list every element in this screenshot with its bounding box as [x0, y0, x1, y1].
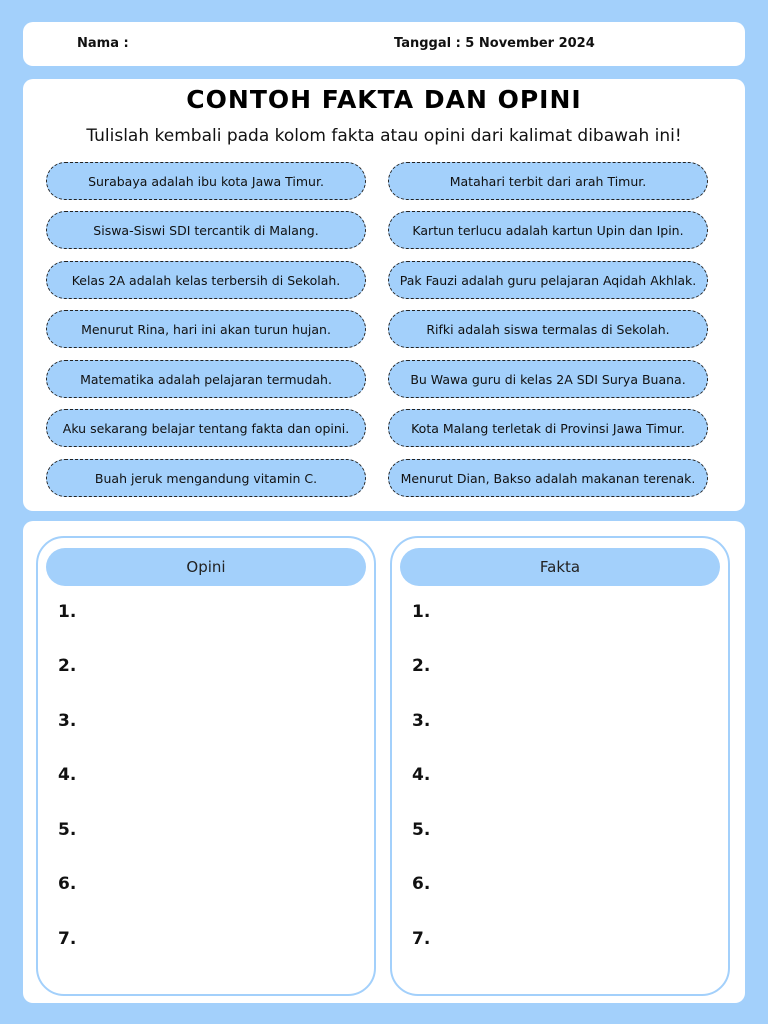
answer-number: 6. — [412, 874, 431, 894]
opini-column — [36, 536, 376, 996]
answer-number: 4. — [58, 765, 77, 785]
statement-pill: Menurut Rina, hari ini akan turun hujan. — [46, 310, 366, 348]
answer-number: 1. — [58, 602, 77, 622]
fakta-header: Fakta — [400, 548, 720, 586]
statement-pill: Buah jeruk mengandung vitamin C. — [46, 459, 366, 497]
statement-pill: Aku sekarang belajar tentang fakta dan opini. — [46, 409, 366, 447]
answer-number: 3. — [58, 711, 77, 731]
answer-number: 3. — [412, 711, 431, 731]
statement-pill: Surabaya adalah ibu kota Jawa Timur. — [46, 162, 366, 200]
statement-pill: Kota Malang terletak di Provinsi Jawa Timur. — [388, 409, 708, 447]
answer-number: 7. — [58, 929, 77, 949]
answers-card — [23, 521, 745, 1003]
statement-pill: Pak Fauzi adalah guru pelajaran Aqidah Akhlak. — [388, 261, 708, 299]
name-label: Nama : — [77, 36, 129, 51]
statement-pill: Matahari terbit dari arah Timur. — [388, 162, 708, 200]
statement-pill: Kelas 2A adalah kelas terbersih di Sekolah. — [46, 261, 366, 299]
statement-pill: Bu Wawa guru di kelas 2A SDI Surya Buana. — [388, 360, 708, 398]
answer-number: 5. — [412, 820, 431, 840]
answer-number: 5. — [58, 820, 77, 840]
worksheet-instruction: Tulislah kembali pada kolom fakta atau opini dari kalimat dibawah ini! — [86, 126, 682, 146]
answer-number: 7. — [412, 929, 431, 949]
date-label: Tanggal : 5 November 2024 — [394, 36, 595, 51]
answer-number: 6. — [58, 874, 77, 894]
statement-pill: Rifki adalah siswa termalas di Sekolah. — [388, 310, 708, 348]
worksheet-title: CONTOH FAKTA DAN OPINI — [186, 85, 582, 114]
statement-pill: Kartun terlucu adalah kartun Upin dan Ipin. — [388, 211, 708, 249]
answer-number: 1. — [412, 602, 431, 622]
statement-pill: Siswa-Siswi SDI tercantik di Malang. — [46, 211, 366, 249]
statement-pill: Matematika adalah pelajaran termudah. — [46, 360, 366, 398]
statements-card — [23, 79, 745, 511]
answer-number: 2. — [58, 656, 77, 676]
answer-number: 2. — [412, 656, 431, 676]
fakta-column — [390, 536, 730, 996]
opini-header: Opini — [46, 548, 366, 586]
header-card — [23, 22, 745, 66]
answer-number: 4. — [412, 765, 431, 785]
statement-pill: Menurut Dian, Bakso adalah makanan terenak. — [388, 459, 708, 497]
